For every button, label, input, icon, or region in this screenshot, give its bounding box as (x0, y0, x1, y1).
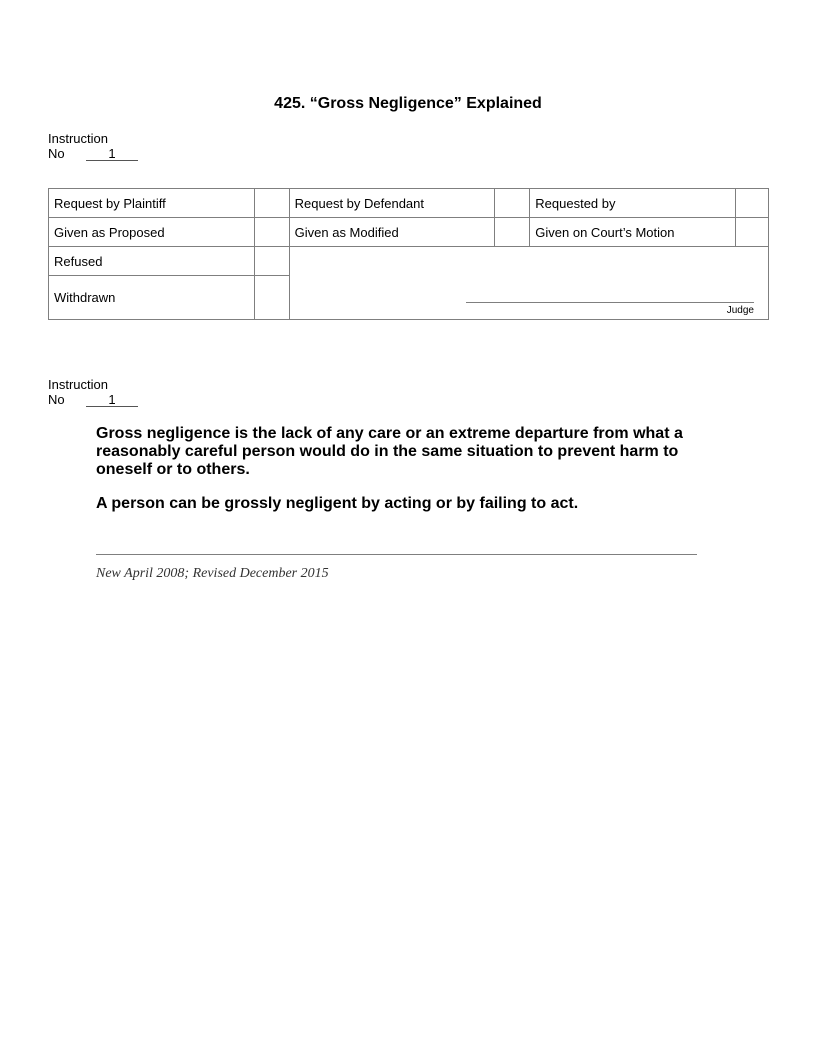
instruction-body (96, 425, 716, 529)
instruction-number-block-bottom (48, 377, 138, 407)
revision-history: New April 2008; Revised December 2015 (96, 566, 329, 581)
judge-signature-area (289, 247, 768, 320)
divider (96, 554, 697, 555)
given-as-modified-label: Given as Modified (289, 218, 495, 247)
body-paragraph: Gross negligence is the lack of any care or an extreme departure from what a reasonably careful person would do in the same situation to prevent harm to oneself or to others. (96, 425, 683, 478)
instruction-no-row (48, 146, 138, 161)
request-by-defendant-label: Request by Defendant (289, 189, 495, 218)
given-as-proposed-label: Given as Proposed (49, 218, 255, 247)
judge-signature-line[interactable] (466, 302, 754, 303)
table-row (49, 247, 769, 276)
request-by-plaintiff-checkbox[interactable] (254, 189, 289, 218)
given-on-courts-motion-label: Given on Court’s Motion (530, 218, 736, 247)
body-paragraph: A person can be grossly negligent by acting or by failing to act. (96, 495, 579, 512)
withdrawn-label: Withdrawn (49, 276, 255, 320)
instruction-no-value: 1 (86, 147, 138, 161)
requested-by-checkbox[interactable] (736, 189, 769, 218)
instruction-no-label: No (48, 146, 65, 161)
table-row (49, 218, 769, 247)
instruction-label: Instruction (48, 377, 108, 392)
instruction-number-block-top (48, 131, 138, 161)
given-as-proposed-checkbox[interactable] (254, 218, 289, 247)
page-title: 425. “Gross Negligence” Explained (274, 95, 542, 112)
request-by-plaintiff-label: Request by Plaintiff (49, 189, 255, 218)
requested-by-label: Requested by (530, 189, 736, 218)
request-by-defendant-checkbox[interactable] (495, 189, 530, 218)
instruction-no-row (48, 392, 138, 407)
request-status-table (48, 188, 769, 320)
table-row (49, 189, 769, 218)
judge-label: Judge (726, 305, 754, 316)
instruction-label: Instruction (48, 131, 108, 146)
refused-label: Refused (49, 247, 255, 276)
given-as-modified-checkbox[interactable] (495, 218, 530, 247)
withdrawn-checkbox[interactable] (254, 276, 289, 320)
instruction-no-value: 1 (86, 393, 138, 407)
refused-checkbox[interactable] (254, 247, 289, 276)
given-on-courts-motion-checkbox[interactable] (736, 218, 769, 247)
instruction-no-label: No (48, 392, 65, 407)
